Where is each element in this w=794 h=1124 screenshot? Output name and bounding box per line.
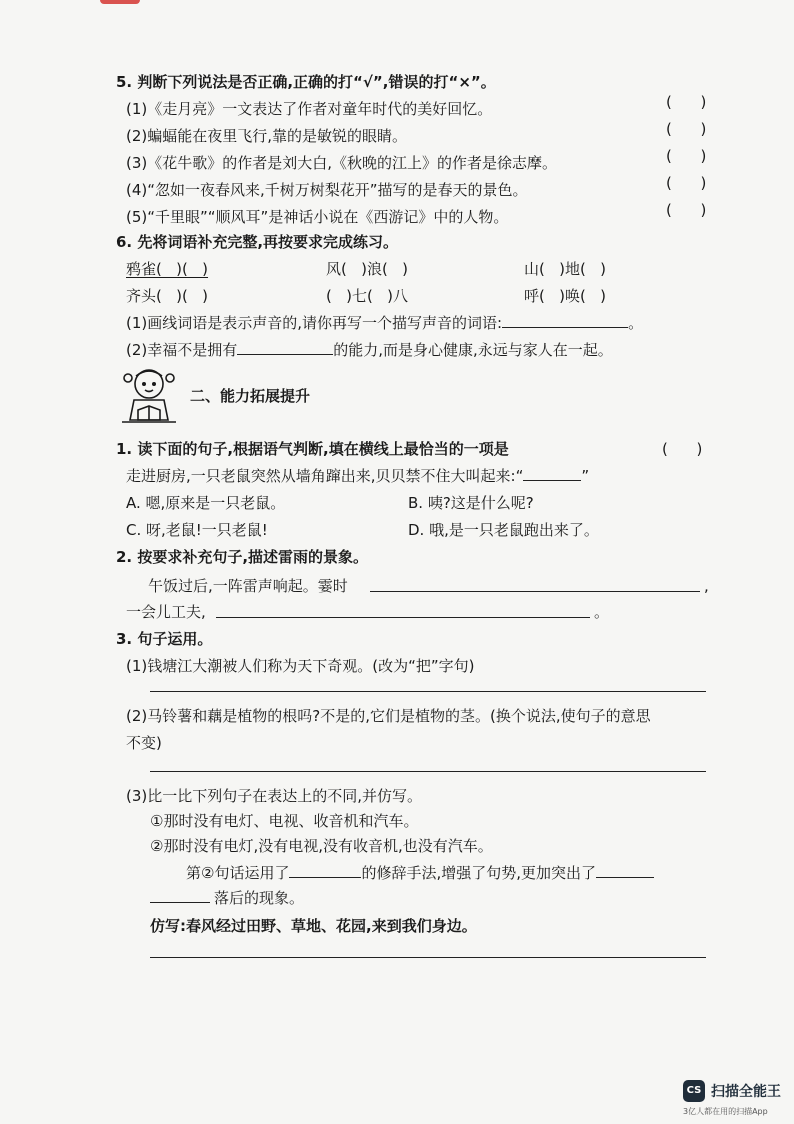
- p1-sentence-pre: 走进厨房,一只老鼠突然从墙角蹿出来,贝贝禁不住大叫起来:“: [126, 467, 524, 485]
- p3-s3-sentence-1: ①那时没有电灯、电视、收音机和汽车。: [150, 812, 419, 830]
- q6-sub2-post: 的能力,而是身心健康,永远与家人在一起。: [333, 341, 613, 359]
- p3-imitate-answer-line[interactable]: [150, 957, 706, 958]
- p1-sentence-blank[interactable]: [523, 466, 581, 481]
- q6-sub2-pre: (2)幸福不是拥有: [126, 341, 238, 359]
- p2-title: 2. 按要求补充句子,描述雷雨的景象。: [116, 548, 369, 566]
- q6-sub2: [126, 340, 613, 360]
- q6-word-6[interactable]: 呼( )唤( ): [524, 287, 607, 305]
- q6-sub1-text: (1)画线词语是表示声音的,请你再写一个描写声音的词语:: [126, 314, 503, 332]
- q5-item-3: (3)《花牛歌》的作者是刘大白,《秋晚的江上》的作者是徐志摩。: [126, 154, 558, 172]
- p3-s3-blank-3[interactable]: [150, 902, 210, 903]
- q5-answer-4[interactable]: ( ): [666, 174, 707, 192]
- q6-word-2[interactable]: 风( )浪( ): [326, 260, 409, 278]
- q5-item-4: (4)“忽如一夜春风来,千树万树梨花开”描写的是春天的景色。: [126, 181, 528, 199]
- p3-s3-q-end: 落后的现象。: [214, 889, 305, 907]
- p2-line1-end: ,: [704, 577, 709, 595]
- q5-item-5: (5)“千里眼”“顺风耳”是神话小说在《西游记》中的人物。: [126, 208, 509, 226]
- scan-edge-mark: [100, 0, 140, 4]
- p3-s2-b: 不变): [126, 734, 162, 752]
- q6-word-4[interactable]: 齐头( )( ): [126, 287, 209, 305]
- p3-s3-blank-2[interactable]: [596, 863, 654, 878]
- p3-s2-a: (2)马铃薯和藕是植物的根吗?不是的,它们是植物的茎。(换个说法,使句子的意思: [126, 707, 651, 725]
- q6-sub1: [126, 313, 643, 333]
- section-2-heading: 二、能力拓展提升: [190, 387, 311, 405]
- girl-reading-icon: [116, 362, 182, 428]
- p3-s1-answer-line[interactable]: [150, 691, 706, 692]
- p3-s1: (1)钱塘江大潮被人们称为天下奇观。(改为“把”字句): [126, 657, 475, 675]
- p3-s3-q-mid: 的修辞手法,增强了句势,更加突出了: [361, 864, 596, 882]
- q5-answer-1[interactable]: ( ): [666, 93, 707, 111]
- p3-s3-blank-1[interactable]: [289, 863, 361, 878]
- q6-word-1[interactable]: 鸦雀( )( ): [126, 260, 209, 278]
- q5-answer-5[interactable]: ( ): [666, 201, 707, 219]
- q5-item-1: (1)《走月亮》一文表达了作者对童年时代的美好回忆。: [126, 100, 493, 118]
- q5-title: 5. 判断下列说法是否正确,正确的打“√”,错误的打“×”。: [116, 73, 496, 91]
- scanner-logo-icon: CS: [683, 1080, 705, 1102]
- q6-sub1-end: 。: [628, 314, 644, 332]
- p3-s2-answer-line[interactable]: [150, 771, 706, 772]
- p1-sentence: [126, 466, 589, 486]
- p2-line1-pre: 午饭过后,一阵雷声响起。霎时: [148, 577, 348, 595]
- p3-s3: (3)比一比下列句子在表达上的不同,并仿写。: [126, 787, 423, 805]
- q6-sub2-blank[interactable]: [237, 340, 333, 355]
- p3-imitate: 仿写:春风经过田野、草地、花园,来到我们身边。: [150, 917, 477, 935]
- scanner-tagline: 3亿人都在用的扫描App: [683, 1107, 768, 1116]
- p3-title: 3. 句子运用。: [116, 630, 213, 648]
- p1-answer[interactable]: ( ): [662, 440, 703, 458]
- p3-s3-q-pre: 第②句话运用了: [186, 864, 290, 882]
- q6-sub1-blank[interactable]: [502, 313, 628, 328]
- p1-option-b[interactable]: B. 咦?这是什么呢?: [408, 494, 534, 512]
- q5-item-2: (2)蝙蝠能在夜里飞行,靠的是敏锐的眼睛。: [126, 127, 408, 145]
- scanner-app-name: 扫描全能王: [711, 1084, 781, 1100]
- q6-word-5[interactable]: ( )七( )八: [326, 287, 409, 305]
- p1-option-c[interactable]: C. 呀,老鼠!一只老鼠!: [126, 521, 268, 539]
- q6-title: 6. 先将词语补充完整,再按要求完成练习。: [116, 233, 399, 251]
- p1-sentence-post: ”: [581, 467, 590, 485]
- q5-answer-3[interactable]: ( ): [666, 147, 707, 165]
- p1-option-d[interactable]: D. 哦,是一只老鼠跑出来了。: [408, 521, 599, 539]
- q6-word-3[interactable]: 山( )地( ): [524, 260, 607, 278]
- p1-option-a[interactable]: A. 嗯,原来是一只老鼠。: [126, 494, 286, 512]
- p2-line2-end: 。: [594, 603, 610, 621]
- p2-line2-blank[interactable]: [216, 617, 590, 618]
- q5-answer-2[interactable]: ( ): [666, 120, 707, 138]
- p3-s3-question: [186, 863, 654, 883]
- p2-line2-pre: 一会儿工夫,: [126, 603, 206, 621]
- p2-line1-blank[interactable]: [370, 591, 700, 592]
- p1-title: 1. 读下面的句子,根据语气判断,填在横线上最恰当的一项是: [116, 440, 509, 458]
- p3-s3-sentence-2: ②那时没有电灯,没有电视,没有收音机,也没有汽车。: [150, 837, 493, 855]
